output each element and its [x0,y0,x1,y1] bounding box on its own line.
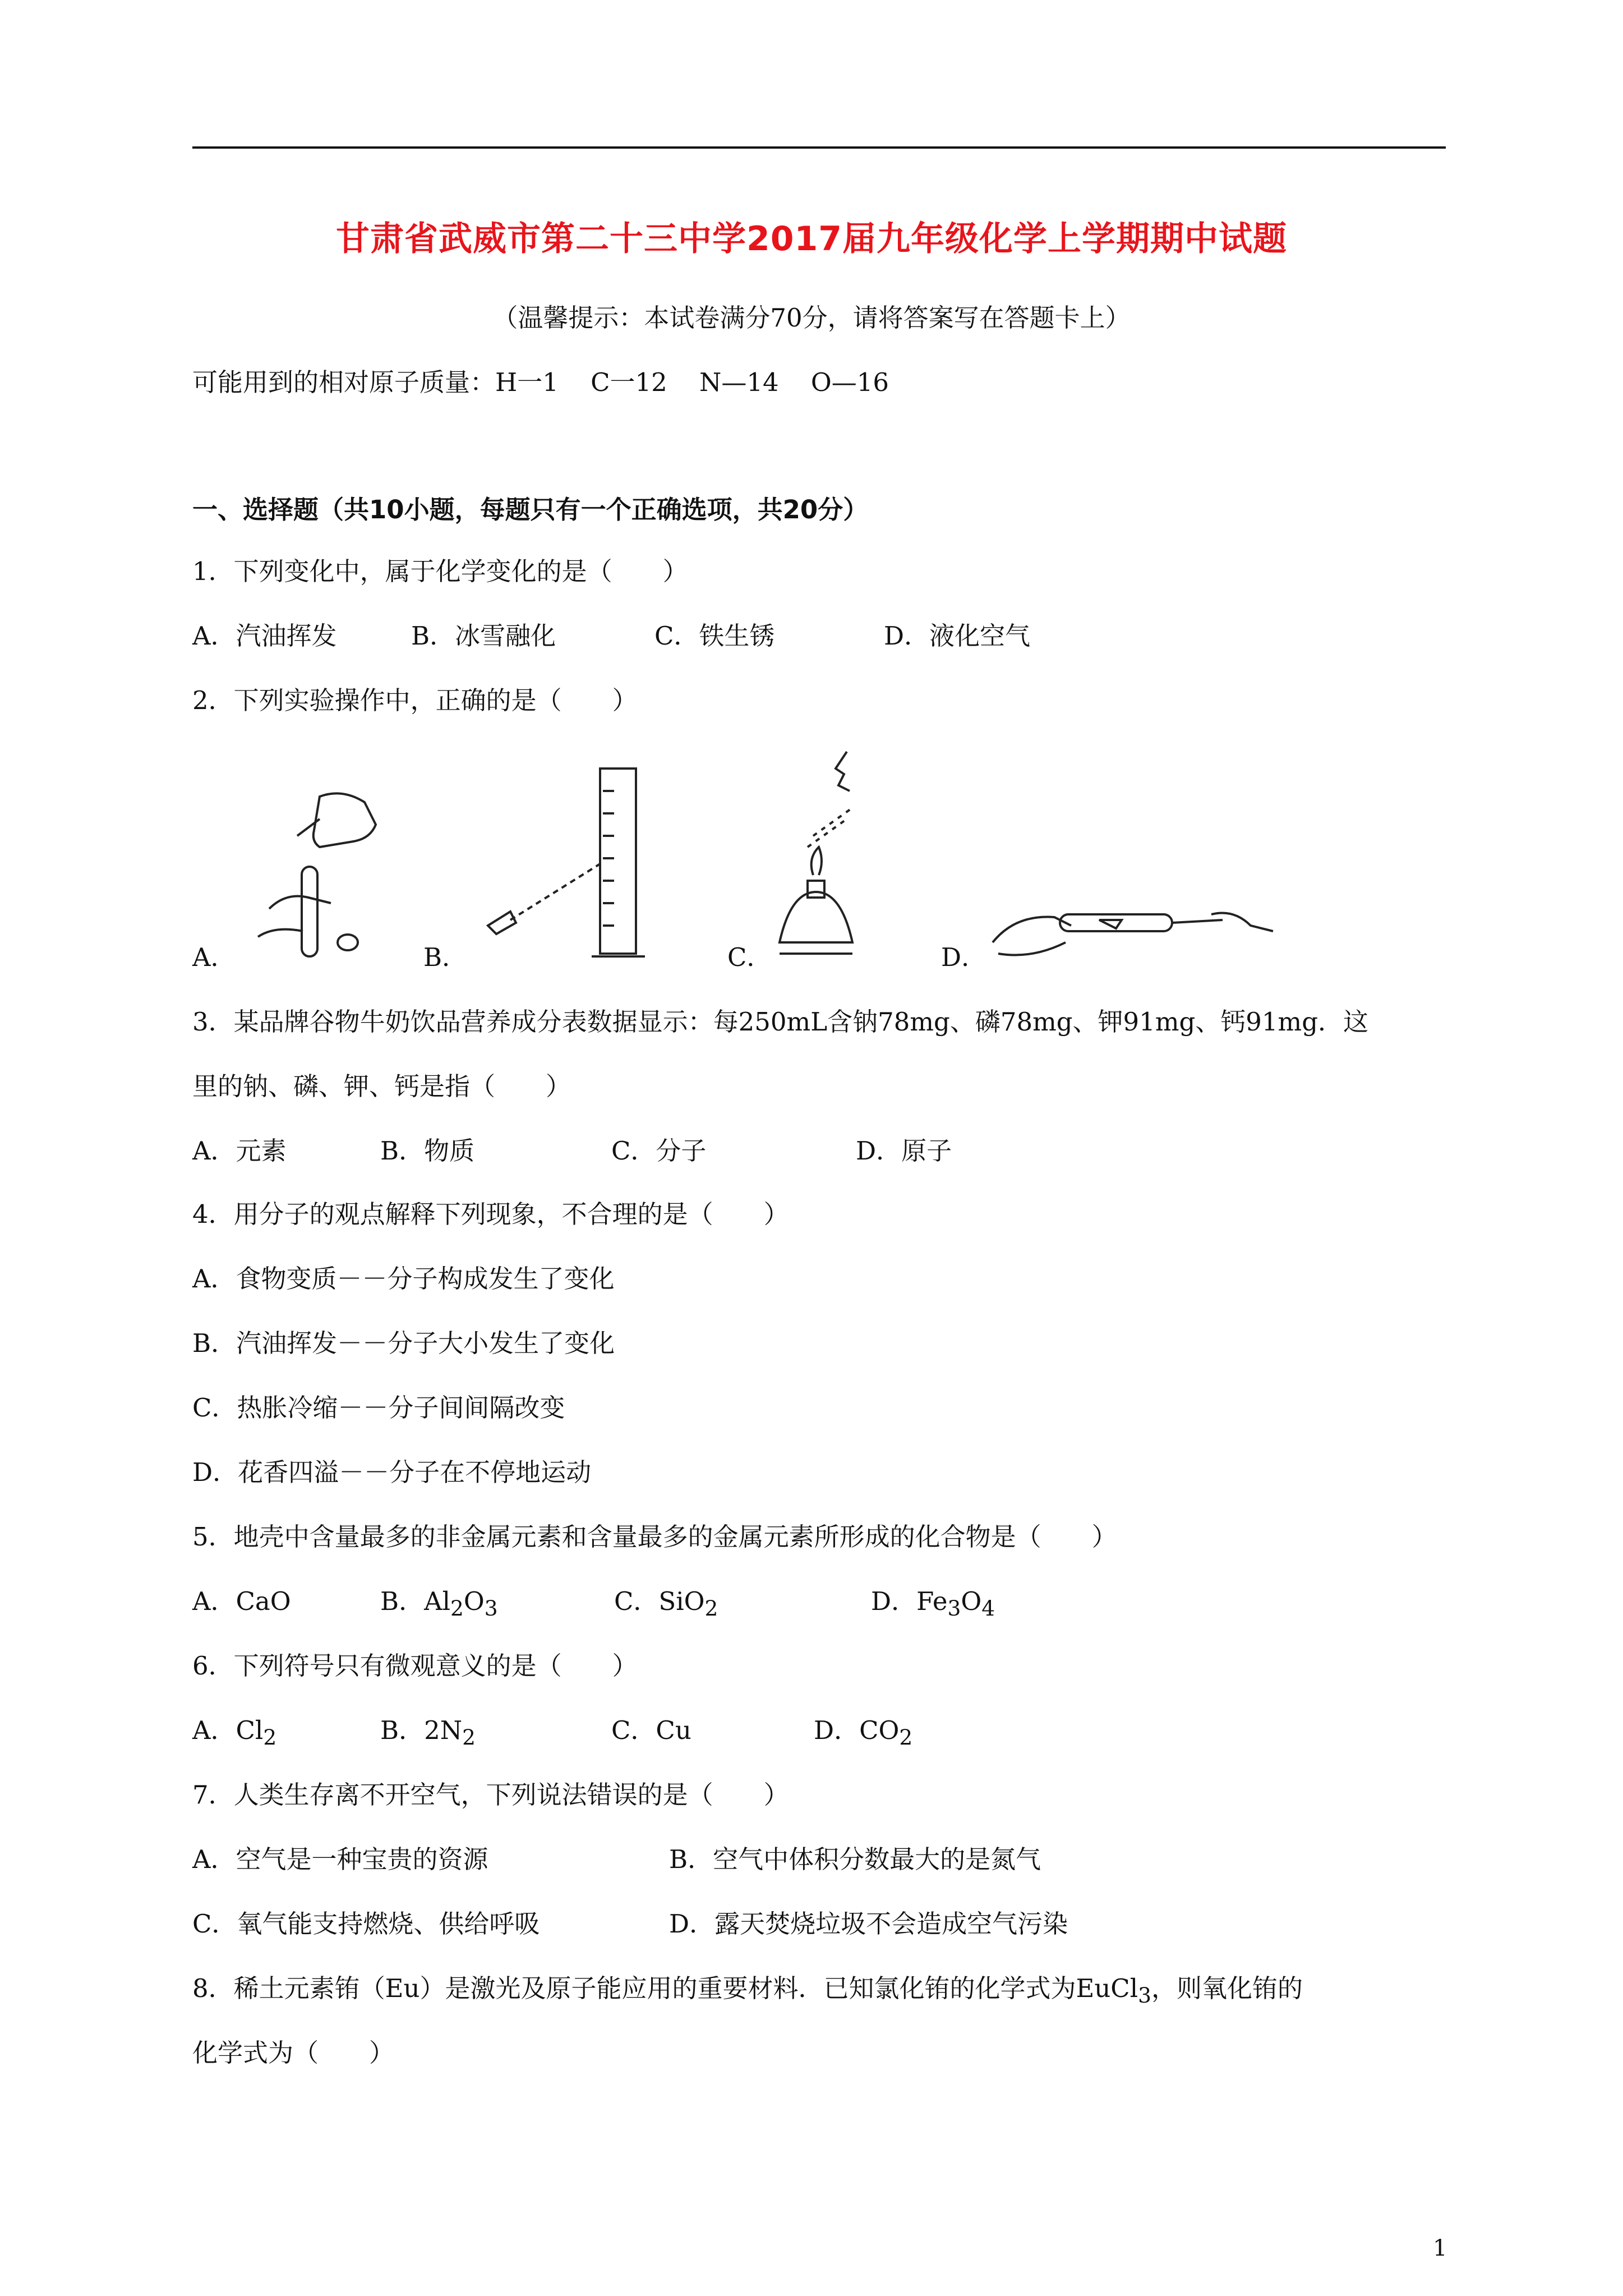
question-7-stem: 7．人类生存离不开空气，下列说法错误的是（ ） [192,1780,789,1810]
q5-option-b: B．$Al_2O_3$ [380,1586,498,1621]
figure-c-alcohol-lamp [768,740,914,976]
question-5-stem: 5．地壳中含量最多的非金属元素和含量最多的金属元素所形成的化合物是（ ） [192,1522,1117,1552]
q3-option-b: B．物质 [380,1136,475,1166]
question-3-stem-line2: 里的钠、磷、钾、钙是指（ ） [192,1071,571,1101]
q1-option-a: A．汽油挥发 [192,621,337,651]
section-heading: 一、选择题（共10小题，每题只有一个正确选项，共20分） [192,495,869,524]
exam-title: 甘肃省武威市第二十三中学2017届九年级化学上学期期中试题 [336,219,1287,259]
q6-option-c: C．Cu [611,1715,691,1745]
q6-option-d: D．$CO_2$ [814,1715,913,1750]
q3-option-d: D．原子 [856,1136,952,1166]
q4-option-d: D．花香四溢－－分子在不停地运动 [192,1457,592,1487]
q7-option-c: C．氧气能支持燃烧、供给呼吸 [192,1909,540,1939]
q1-option-d: D．液化空气 [884,621,1031,651]
q7-option-b: B．空气中体积分数最大的是氮气 [669,1844,1041,1874]
q3-option-a: A．元素 [192,1136,287,1166]
q5-option-c: C．SiO$_2$ [614,1586,718,1621]
q7-option-a: A．空气是一种宝贵的资源 [192,1844,488,1874]
page-number: 1 [1433,2235,1447,2261]
q1-option-b: B．冰雪融化 [411,621,556,651]
question-8-stem-line2: 化学式为（ ） [192,2038,395,2068]
question-8-stem-line1: 8．稀土元素铕（Eu）是激光及原子能应用的重要材料．已知氯化铕的化学式为EuCl$_3$，则氧化铕的 [192,1973,1303,2008]
question-4-stem: 4．用分子的观点解释下列现象，不合理的是（ ） [192,1199,789,1229]
q5-option-a: A．CaO [192,1586,291,1616]
figure-d-test-tube-hands [987,881,1279,970]
exam-hint: （温馨提示：本试卷满分70分，请将答案写在答题卡上） [492,303,1131,333]
q2-option-a: A． [192,942,236,972]
q2-option-d: D． [941,942,987,972]
q4-option-c: C．热胀冷缩－－分子间间隔改变 [192,1393,565,1423]
top-rule [192,146,1446,149]
question-2-stem: 2．下列实验操作中，正确的是（ ） [192,685,638,715]
q4-option-a: A．食物变质－－分子构成发生了变化 [192,1264,615,1294]
question-1-stem: 1．下列变化中，属于化学变化的是（ ） [192,556,688,586]
q4-option-b: B．汽油挥发－－分子大小发生了变化 [192,1328,615,1358]
q6-option-a: A．$Cl_2$ [192,1715,277,1750]
q5-option-d: D．$Fe_3O_4$ [871,1586,995,1621]
q1-option-c: C．铁生锈 [654,621,775,651]
q2-option-b: B． [423,942,468,972]
atomic-masses: 可能用到的相对原子质量：H一1 C一12 N—14 O—16 [192,367,889,397]
question-6-stem: 6．下列符号只有微观意义的是（ ） [192,1651,638,1681]
q3-option-c: C．分子 [611,1136,707,1166]
question-3-stem-line1: 3．某品牌谷物牛奶饮品营养成分表数据显示：每250mL含钠78mg、磷78mg、钾91mg、钙91mg．这 [192,1007,1369,1037]
q7-option-d: D．露天焚烧垃圾不会造成空气污染 [669,1909,1068,1939]
figure-b-graduated-cylinder [465,757,690,970]
q6-option-b: B．$2N_2$ [380,1715,476,1750]
q2-option-c: C． [727,942,772,972]
figure-a-pouring-liquid [236,785,404,976]
